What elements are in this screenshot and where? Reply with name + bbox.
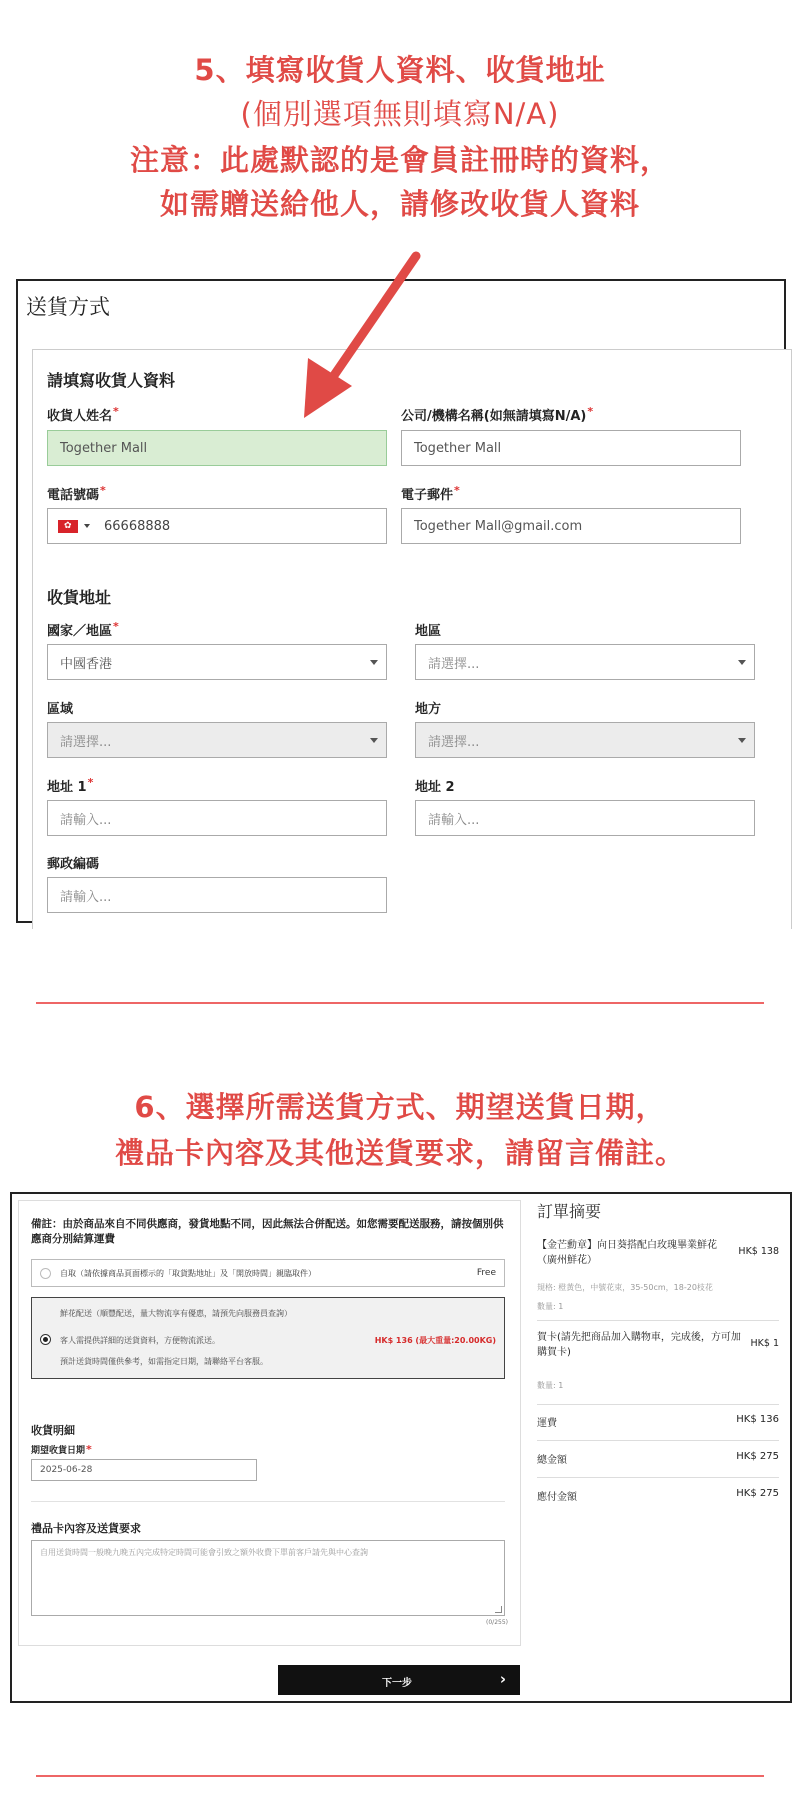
chevron-down-icon [738,738,746,743]
shipping-title: 送貨方式 [26,295,110,319]
email-label: 電子郵件* [401,484,460,503]
chevron-down-icon [370,738,378,743]
details-title: 收貨明細 [31,1424,75,1437]
phone-value: 66668888 [104,518,171,534]
date-label: 期望收貨日期* [31,1443,92,1456]
name-input[interactable]: Together Mall [47,430,387,466]
shipping-fee-value: HK$ 136 [736,1414,779,1425]
email-input[interactable]: Together Mall@gmail.com [401,508,741,544]
country-code-caret-icon[interactable] [84,524,90,528]
address1-input[interactable]: 請輸入... [47,800,387,836]
hk-flag-icon[interactable]: ✿ [58,520,78,533]
place-select[interactable]: 請選擇... [415,722,755,758]
summary-item-spec: 規格: 橙黃色，中號花束，35-50cm，18-20枝花 [537,1283,713,1292]
phone-input[interactable] [47,508,387,544]
address2-label: 地址 2 [415,780,455,795]
shipping-fee-label: 運費 [537,1418,557,1429]
address1-label: 地址 1* [47,776,94,795]
fresh-delivery-option[interactable] [31,1297,505,1379]
resize-handle-icon[interactable] [495,1606,502,1613]
payable-value: HK$ 275 [736,1488,779,1499]
summary-title: 訂單摘要 [537,1202,602,1221]
total-row [537,1451,779,1478]
consignee-title: 請填寫收貨人資料 [47,371,176,390]
district-select[interactable]: 請選擇... [47,722,387,758]
company-input[interactable]: Together Mall [401,430,741,466]
summary-item-price: HK$ 138 [738,1246,779,1257]
summary-item [537,1238,779,1321]
region-label: 地區 [415,624,442,639]
address-title: 收貨地址 [47,588,112,607]
next-button-label: 下一步 [382,1678,412,1689]
gift-textarea[interactable] [31,1540,505,1616]
country-label: 國家／地區* [47,620,119,639]
pickup-price: Free [476,1268,496,1278]
place-label: 地方 [415,702,442,717]
fresh-price: HK$ 136 (最大重量:20.00KG) [374,1336,496,1345]
fresh-note: 預計送貨時間僅供參考，如需指定日期，請聯絡平台客服。 [60,1357,268,1366]
summary-item-name: 【金芒勳章】向日葵搭配白玫瑰畢業鮮花（廣州鮮花） [537,1240,717,1266]
consignee-panel [32,349,792,929]
next-button[interactable] [278,1665,520,1695]
pickup-label: 自取（請依據商品頁面標示的「取貨點地址」及「開放時間」親臨取件） [60,1269,316,1278]
shipping-fee-row [537,1414,779,1441]
divider [36,1002,764,1004]
phone-label: 電話號碼* [47,484,106,503]
country-select[interactable]: 中國香港 [47,644,387,680]
payable-label: 應付金額 [537,1492,577,1503]
district-label: 區域 [47,702,74,717]
address2-input[interactable]: 請輸入... [415,800,755,836]
summary-item [537,1330,779,1405]
delivery-note: 備註：由於商品來自不同供應商，發貨地點不同，因此無法合併配送。如您需要配送服務，請按個別供應商分別結算運費 [31,1218,504,1245]
payable-row [537,1488,779,1514]
summary-item-qty: 數量: 1 [537,1302,564,1311]
region-select[interactable]: 請選擇... [415,644,755,680]
step5-heading: 5、填寫收貨人資料、收貨地址 [194,53,606,87]
postal-input[interactable]: 請輸入... [47,877,387,913]
gift-title: 禮品卡內容及送貨要求 [31,1522,141,1535]
gift-placeholder: 自用送貨時間一般晚九晚五內完成特定時間可能會引致之額外收費下單前客戶請先與中心查詢 [40,1548,368,1557]
total-label: 總金額 [537,1455,567,1466]
delivery-panel [18,1200,521,1646]
fresh-radio[interactable] [40,1334,51,1345]
divider [36,1775,764,1777]
total-value: HK$ 275 [736,1451,779,1462]
chevron-down-icon [738,660,746,665]
date-input[interactable]: 2025-06-28 [31,1459,257,1481]
company-label: 公司/機構名稱(如無請填寫N/A)* [401,405,594,424]
gift-counter: (0/255) [486,1619,508,1626]
arrow-annotation-icon [290,250,430,420]
summary-item-price: HK$ 1 [750,1338,779,1349]
summary-item-qty: 數量: 1 [537,1381,564,1390]
pickup-radio[interactable] [40,1268,51,1279]
pickup-option[interactable] [31,1259,505,1287]
chevron-right-icon: › [499,1670,506,1688]
summary-item-name: 賀卡(請先把商品加入購物車，完成後，方可加購賀卡) [537,1332,741,1358]
step6-subheading: 禮品卡內容及其他送貨要求，請留言備註。 [114,1136,685,1170]
fresh-title: 鮮花配送（順豐配送，量大物流享有優惠，請預先向服務員查詢） [60,1309,292,1318]
fresh-option-label: 客人需提供詳細的送貨資料，方便物流派送。 [60,1336,220,1345]
step6-heading: 6、選擇所需送貨方式、期望送貨日期， [134,1090,666,1124]
step5-note-2: 如需贈送給他人，請修改收貨人資料 [159,187,640,221]
step5-note: 注意：此處默認的是會員註冊時的資料， [129,143,670,177]
name-label: 收貨人姓名* [47,405,119,424]
step5-subheading: (個別選項無則填寫N/A) [240,97,560,131]
divider [31,1501,505,1502]
postal-label: 郵政編碼 [47,857,100,872]
chevron-down-icon [370,660,378,665]
